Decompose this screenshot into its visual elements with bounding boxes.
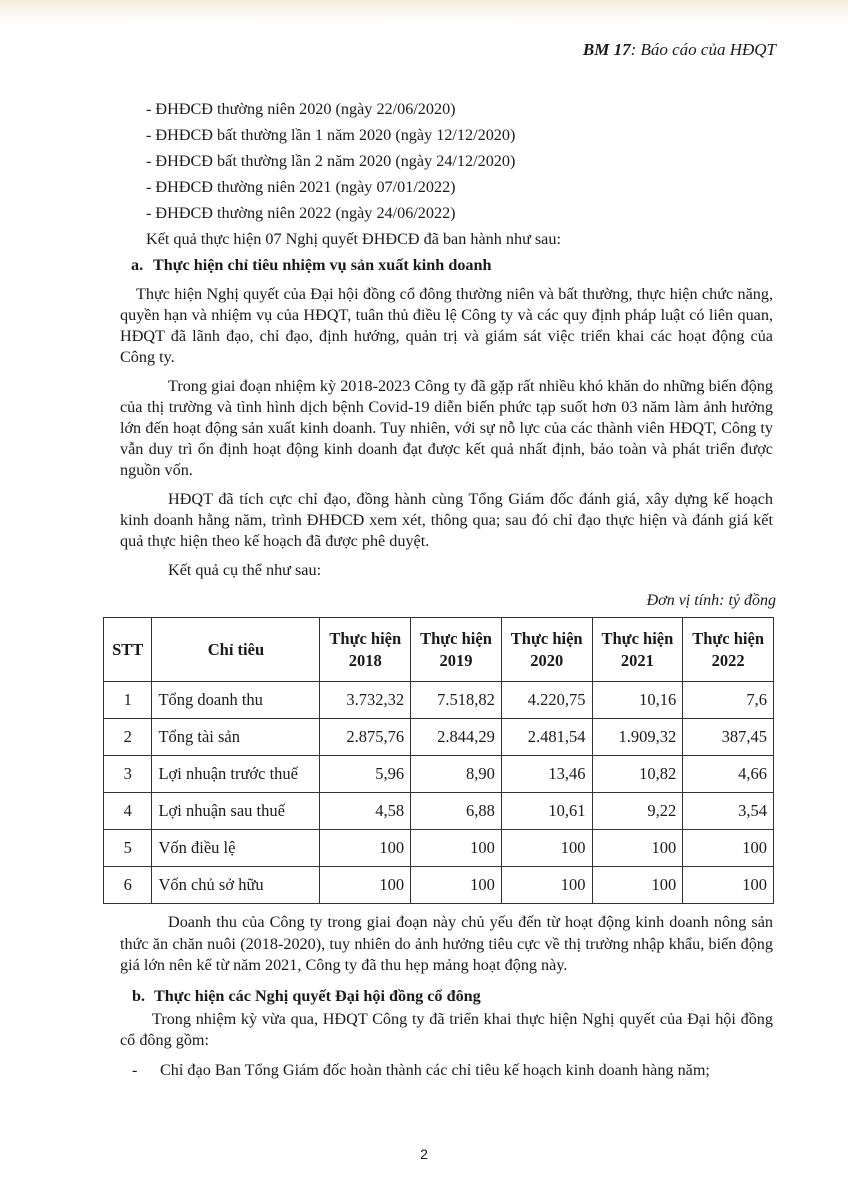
cell-value: 3,54 [683, 793, 774, 830]
header-year: Thực hiện 2021 [592, 618, 683, 682]
table-row [104, 719, 774, 756]
header-year: Thực hiện 2019 [411, 618, 502, 682]
cell-stt: 1 [104, 682, 152, 719]
meeting-item: - ĐHĐCĐ bất thường lần 1 năm 2020 (ngày 12/12/2020) [146, 126, 516, 144]
section-a-title: Thực hiện chỉ tiêu nhiệm vụ sản xuất kinh doanh [153, 256, 492, 274]
cell-value: 100 [683, 830, 774, 867]
cell-label: Vốn chủ sở hữu [152, 867, 320, 904]
section-b-heading [132, 983, 773, 1009]
results-label: Kết quả cụ thể như sau: [168, 561, 322, 579]
paragraph: HĐQT đã tích cực chỉ đạo, đồng hành cùng Tổng Giám đốc đánh giá, xây dựng kế hoạch kinh doanh hằng năm, trình ĐHĐCĐ xem xét, thông qua; sau đó chỉ đạo thực hiện và đánh giá kết quả thực hiện theo kế hoạch đã được phê duyệt. [120, 490, 773, 550]
results-table [103, 617, 774, 904]
cell-value: 2.844,29 [411, 719, 502, 756]
unit-label: Đơn vị tính: tỷ đồng [646, 592, 776, 609]
paragraph: Trong giai đoạn nhiệm kỳ 2018-2023 Công ty đã gặp rất nhiều khó khăn do những biến động của thị trường và tình hình dịch bệnh Covid-19 diễn biến phức tạp suốt hơn 03 năm làm ảnh hưởng lớn đến hoạt động sản xuất kinh doanh. Tuy nhiên, với sự nỗ lực của các thành viên HĐQT, Công ty vẫn duy trì ổn định hoạt động kinh doanh đạt được kết quả nhất định, bảo toàn và phát triển được nguồn vốn. [120, 377, 773, 479]
form-code: BM 17 [582, 40, 631, 59]
section-b-marker: b. [132, 986, 146, 1005]
table-row [104, 830, 774, 867]
meeting-item: - ĐHĐCĐ thường niên 2020 (ngày 22/06/2020) [146, 100, 456, 118]
cell-value: 4,66 [683, 756, 774, 793]
cell-stt: 2 [104, 719, 152, 756]
list-item [132, 1060, 773, 1082]
cell-value: 5,96 [320, 756, 411, 793]
table-header-row [104, 618, 774, 682]
meeting-item: - ĐHĐCĐ thường niên 2021 (ngày 07/01/2022) [146, 178, 456, 196]
cell-stt: 3 [104, 756, 152, 793]
section-b-title: Thực hiện các Nghị quyết Đại hội đồng cổ đông [154, 986, 481, 1005]
cell-stt: 6 [104, 867, 152, 904]
cell-value: 10,16 [592, 682, 683, 719]
content-top [120, 96, 773, 581]
cell-value: 100 [592, 867, 683, 904]
cell-value: 1.909,32 [592, 719, 683, 756]
cell-value: 8,90 [411, 756, 502, 793]
cell-value: 2.481,54 [501, 719, 592, 756]
cell-value: 100 [501, 830, 592, 867]
header-year: Thực hiện 2022 [683, 618, 774, 682]
cell-value: 2.875,76 [320, 719, 411, 756]
paragraph: Thực hiện Nghị quyết của Đại hội đồng cổ đông thường niên và bất thường, thực hiện chức năng, quyền hạn và nhiệm vụ của HĐQT, tuân thủ điều lệ Công ty và các quy định pháp luật có liên quan, HĐQT đã lãnh đạo, chỉ đạo, định hướng, quản trị và giám sát việc triển khai các hoạt động của Công ty. [120, 285, 773, 366]
header-year: Thực hiện 2018 [320, 618, 411, 682]
cell-value: 100 [320, 867, 411, 904]
cell-label: Tổng tài sản [152, 719, 320, 756]
cell-value: 7,6 [683, 682, 774, 719]
section-a-marker: a. [131, 256, 144, 274]
form-reference [583, 40, 776, 60]
cell-stt: 5 [104, 830, 152, 867]
table-row [104, 867, 774, 904]
cell-label: Lợi nhuận trước thuế [152, 756, 320, 793]
meeting-item: - ĐHĐCĐ bất thường lần 2 năm 2020 (ngày 24/12/2020) [146, 152, 516, 170]
cell-value: 100 [411, 867, 502, 904]
cell-value: 100 [501, 867, 592, 904]
revenue-note: Doanh thu của Công ty trong giai đoạn này chủ yếu đến từ hoạt động kinh doanh nông sản thức ăn chăn nuôi (2018-2020), tuy nhiên do ảnh hưởng tiêu cực về thị trường nhập khẩu, biến động giá lớn nên kể từ năm 2021, Công ty đã thu hẹp mảng hoạt động này. [120, 913, 773, 974]
table-row [104, 682, 774, 719]
cell-value: 100 [320, 830, 411, 867]
cell-stt: 4 [104, 793, 152, 830]
section-a-heading [131, 252, 773, 278]
section-b-intro: Trong nhiệm kỳ vừa qua, HĐQT Công ty đã triển khai thực hiện Nghị quyết của Đại hội đồng cổ đông gồm: [120, 1009, 773, 1049]
meeting-list [146, 96, 773, 226]
form-title: : Báo cáo của HĐQT [630, 40, 776, 59]
cell-value: 3.732,32 [320, 682, 411, 719]
cell-label: Vốn điều lệ [152, 830, 320, 867]
page-number: 2 [420, 1146, 428, 1162]
cell-value: 6,88 [411, 793, 502, 830]
list-item-text: Chỉ đạo Ban Tổng Giám đốc hoàn thành các chỉ tiêu kế hoạch kinh doanh hàng năm; [160, 1060, 710, 1079]
cell-value: 10,82 [592, 756, 683, 793]
cell-value: 13,46 [501, 756, 592, 793]
table-row [104, 793, 774, 830]
header-stt: STT [104, 618, 152, 682]
cell-value: 387,45 [683, 719, 774, 756]
dash-marker: - [132, 1060, 138, 1079]
header-indicator: Chỉ tiêu [152, 618, 320, 682]
cell-label: Lợi nhuận sau thuế [152, 793, 320, 830]
section-a-paragraphs [120, 284, 773, 581]
content-bottom [120, 912, 773, 1081]
cell-value: 100 [592, 830, 683, 867]
table-row [104, 756, 774, 793]
results-intro: Kết quả thực hiện 07 Nghị quyết ĐHĐCĐ đã ban hành như sau: [146, 230, 561, 248]
cell-value: 4.220,75 [501, 682, 592, 719]
meeting-item: - ĐHĐCĐ thường niên 2022 (ngày 24/06/2022) [146, 204, 456, 222]
cell-value: 4,58 [320, 793, 411, 830]
header-year: Thực hiện 2020 [501, 618, 592, 682]
cell-label: Tổng doanh thu [152, 682, 320, 719]
cell-value: 10,61 [501, 793, 592, 830]
cell-value: 9,22 [592, 793, 683, 830]
cell-value: 100 [683, 867, 774, 904]
cell-value: 7.518,82 [411, 682, 502, 719]
cell-value: 100 [411, 830, 502, 867]
